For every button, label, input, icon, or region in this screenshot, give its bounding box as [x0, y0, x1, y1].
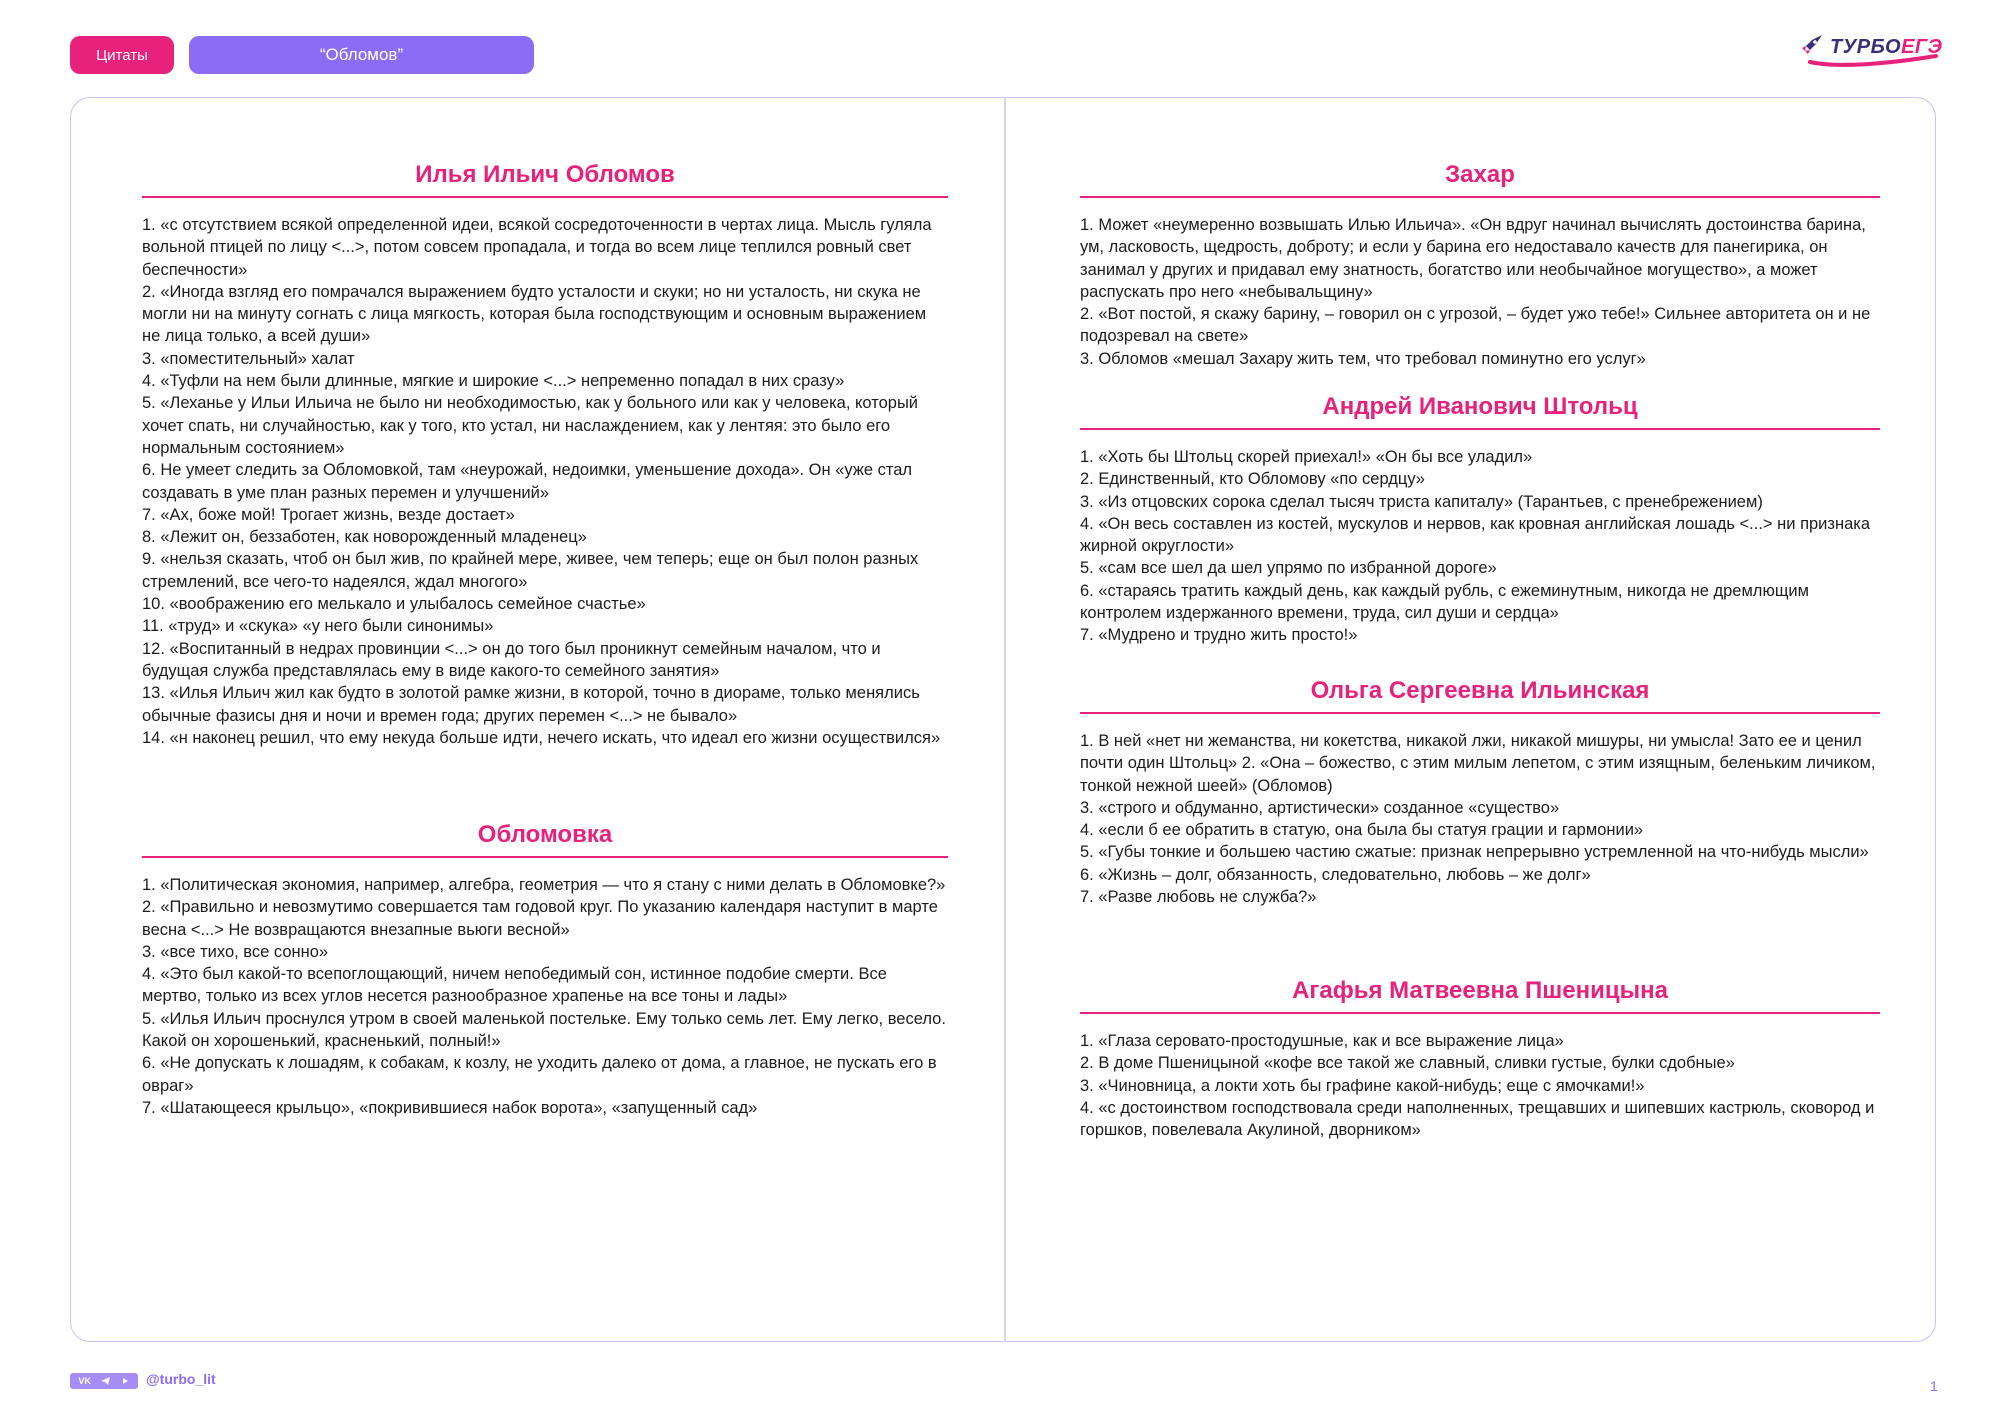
- list-item: 12. «Воспитанный в недрах провинции <...> он до того был проникнут семейным началом, что и будущая служба представлялась ему в виде какого-то семейного занятия»: [142, 639, 881, 680]
- list-item: 2. Единственный, кто Обломову «по сердцу»: [1080, 470, 1425, 489]
- list-item: 14. «н наконец решил, что ему некуда больше идти, нечего искать, что идеал его жизни осуществился»: [142, 728, 941, 747]
- list-item: 1. «Политическая экономия, например, алгебра, геометрия — что я стану с ними делать в Обломовке?»: [142, 876, 946, 894]
- logo-text-part2: ЕГЭ: [1901, 36, 1943, 58]
- social-icons[interactable]: [70, 1373, 138, 1389]
- section-title: Ольга Сергеевна Ильинская: [1080, 674, 1880, 714]
- quote-list: [142, 214, 948, 749]
- list-item: 5. «Илья Ильич проснулся утром в своей маленькой постельке. Ему только семь лет. Ему легко, весело. Какой он хорошенький, красненький, полный!»: [142, 1009, 946, 1051]
- section-agafya: [1080, 974, 1880, 1141]
- section-oblomov: [142, 158, 948, 749]
- list-item: 1. Может «неумеренно возвышать Илью Ильича». «Он вдруг начинал вычислять достоинства барина, ум, ласковость, щедрость, доброту; и если у барина его недоставало качеств для панегирика, он занимал у других и придавал ему знатность, богатство или необычайное могущество», а может распускать про него «небывальщину»: [1080, 216, 1866, 301]
- list-item: 7. «Разве любовь не служба?»: [1080, 888, 1317, 907]
- list-item: 2. В доме Пшеницыной «кофе все такой же славный, сливки густые, булки сдобные»: [1080, 1054, 1735, 1073]
- list-item: 6. «Не допускать к лошадям, к собакам, к козлу, не уходить далеко от дома, а главное, не пускать его в овраг»: [142, 1054, 937, 1095]
- list-item: 1. «Глаза серовато-простодушные, как и все выражение лица»: [1080, 1032, 1564, 1050]
- list-item: 11. «труд» и «скука» «у него были синонимы»: [142, 617, 494, 636]
- logo-swoosh-icon: [1808, 54, 1938, 70]
- list-item: 3. Обломов «мешал Захару жить тем, что требовал поминутно его услуг»: [1080, 349, 1646, 368]
- vk-icon[interactable]: VK: [78, 1376, 91, 1386]
- page-number: 1: [1930, 1378, 1938, 1394]
- list-item: 1. В ней «нет ни жеманства, ни кокетства, никакой лжи, никакой мишуры, ни умысла! Зато ее и ценил почти один Штольц» 2. «Она – божество, с этим милым лепетом, с этим изящным, беленьким личиком, тонкой нежной шеей» (Обломов): [1080, 732, 1876, 795]
- list-item: 5. «Губы тонкие и большею частию сжатые: признак непрерывно устремленной на что-нибудь мысли»: [1080, 843, 1869, 862]
- list-item: 13. «Илья Ильич жил как будто в золотой рамке жизни, в которой, точно в диораме, только менялись обычные фазисы дня и ночи и времен года; других перемен <...> не бывало»: [142, 684, 920, 725]
- section-zakhar: [1080, 158, 1880, 370]
- section-stolz: [1080, 390, 1880, 647]
- quote-list: [1080, 1030, 1880, 1141]
- section-olga: [1080, 674, 1880, 908]
- list-item: 10. «воображению его мелькало и улыбалось семейное счастье»: [142, 595, 646, 614]
- list-item: 6. «Жизнь – долг, обязанность, следовательно, любовь – же долг»: [1080, 865, 1591, 884]
- section-title: Агафья Матвеевна Пшеницына: [1080, 974, 1880, 1014]
- list-item: 6. «стараясь тратить каждый день, как каждый рубль, с ежеминутным, никогда не дремлющим контролем издержанного времени, труда, сил души и сердца»: [1080, 581, 1809, 623]
- list-item: 5. «сам все шел да шел упрямо по избранной дороге»: [1080, 559, 1497, 578]
- section-oblomovka: [142, 818, 948, 1119]
- turbo-ege-logo: [1800, 30, 1943, 70]
- column-divider: [1004, 97, 1006, 1342]
- social-handle[interactable]: @turbo_lit: [146, 1371, 216, 1387]
- list-item: 4. «Туфли на нем были длинные, мягкие и широкие <...> непременно попадал в них сразу»: [142, 372, 845, 391]
- list-item: 4. «Он весь составлен из костей, мускулов и нервов, как кровная английская лошадь <...> ни признака жирной округлости»: [1080, 514, 1871, 556]
- list-item: 7. «Шатающееся крыльцо», «покривившиеся набок ворота», «запущенный сад»: [142, 1098, 758, 1117]
- quote-list: [142, 874, 948, 1119]
- list-item: 4. «Это был какой-то всепоглощающий, ничем непобедимый сон, истинное подобие смерти. Все мертво, только из всех углов несется разнообразное храпенье на все тоны и лады»: [142, 965, 887, 1006]
- quote-list: [1080, 446, 1880, 647]
- list-item: 4. «с достоинством господствовала среди наполненных, трещавших и шипевших кастрюль, сковород и горшков, повелевала Акулиной, дворником»: [1080, 1098, 1875, 1140]
- section-title: Илья Ильич Обломов: [142, 158, 948, 198]
- quote-list: [1080, 214, 1880, 370]
- list-item: 4. «если б ее обратить в статую, она была бы статуя грации и гармонии»: [1080, 821, 1644, 840]
- list-item: 9. «нельзя сказать, чтоб он был жив, по крайней мере, живее, чем теперь; еще он был полон разных стремлений, все чего-то надеялся, ждал многого»: [142, 550, 919, 591]
- list-item: 2. «Иногда взгляд его помрачался выражением будто усталости и скуки; но ни усталость, ни скука не могли ни на минуту согнать с лица мягкость, которая была господствующим и основным выражением не лица только, а всей души»: [142, 282, 927, 346]
- section-title: Захар: [1080, 158, 1880, 198]
- list-item: 3. «строго и обдуманно, артистически» созданное «существо»: [1080, 798, 1560, 817]
- document-title: “Обломов”: [189, 36, 534, 74]
- list-item: 3. «все тихо, все сонно»: [142, 942, 329, 961]
- telegram-icon[interactable]: [100, 1376, 111, 1386]
- list-item: 6. Не умеет следить за Обломовкой, там «неурожай, недоимки, уменьшение дохода». Он «уже стал создавать в уме план разных перемен и улучшений»: [142, 461, 913, 502]
- list-item: 2. «Правильно и невозмутимо совершается там годовой круг. По указанию календаря наступит в марте весна <...> Не возвращаются внезапные вьюги весной»: [142, 898, 938, 939]
- section-title: Андрей Иванович Штольц: [1080, 390, 1880, 430]
- list-item: 8. «Лежит он, беззаботен, как новорожденный младенец»: [142, 528, 587, 547]
- list-item: 5. «Леханье у Ильи Ильича не было ни необходимостью, как у больного или как у человека, который хочет спать, ни случайностью, как у того, кто устал, ни наслаждением, как у лентяя: это было его нормальным состоянием»: [142, 394, 919, 457]
- quote-list: [1080, 730, 1880, 908]
- logo-text-part1: ТУРБО: [1830, 36, 1902, 58]
- youtube-icon[interactable]: [120, 1376, 130, 1386]
- section-title: Обломовка: [142, 818, 948, 858]
- list-item: 2. «Вот постой, я скажу барину, – говорил он с угрозой, – будет ужо тебе!» Сильнее авторитета он и не подозревал на свете»: [1080, 305, 1871, 346]
- list-item: 1. «с отсутствием всякой определенной идеи, всякой сосредоточенности в чертах лица. Мысль гуляла вольной птицей по лицу <...>, потом совсем пропадала, и тогда во всем лице теплился ровный свет беспечности»: [142, 216, 932, 279]
- list-item: 3. «Чиновница, а локти хоть бы графине какой-нибудь; еще с ямочками!»: [1080, 1076, 1645, 1095]
- list-item: 3. «Из отцовских сорока сделал тысяч триста капиталу» (Тарантьев, с пренебрежением): [1080, 492, 1763, 511]
- list-item: 7. «Ах, боже мой! Трогает жизнь, везде достает»: [142, 505, 515, 524]
- list-item: 1. «Хоть бы Штольц скорей приехал!» «Он бы все уладил»: [1080, 448, 1533, 466]
- category-tag: Цитаты: [70, 36, 174, 74]
- list-item: 3. «поместительный» халат: [142, 349, 355, 368]
- list-item: 7. «Мудрено и трудно жить просто!»: [1080, 626, 1358, 645]
